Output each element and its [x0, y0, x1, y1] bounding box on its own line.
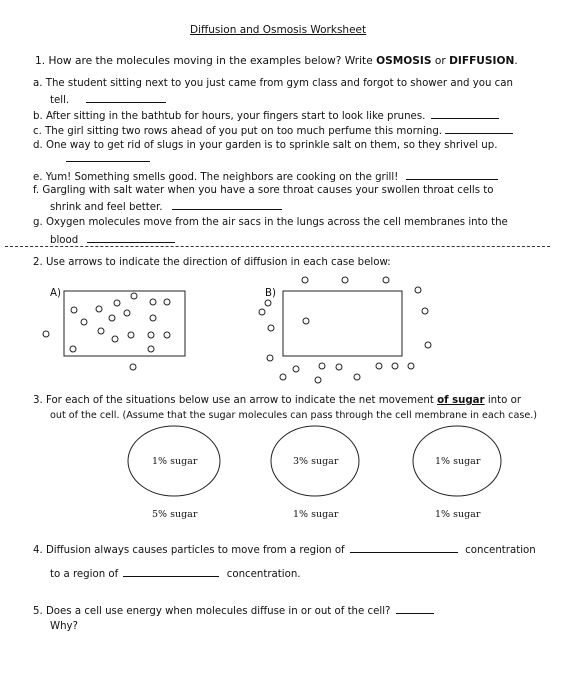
q1-item-g-line1: g. Oxygen molecules move from the air sacs in the lungs across the cell membranes into the: [33, 217, 508, 228]
cell-3-outside-label: 1% sugar: [435, 509, 481, 520]
answer-blank-4a[interactable]: [350, 542, 458, 553]
q1-prompt-text: 1. How are the molecules moving in the examples below? Write: [35, 55, 373, 67]
cell-2-inside-label: 3% sugar: [293, 456, 339, 467]
q1-or: or: [434, 55, 446, 67]
q1-item-e-text: e. Yum! Something smells good. The neighbors are cooking on the grill!: [33, 172, 399, 183]
cell-2-outside-label: 1% sugar: [293, 509, 339, 520]
q4-concentration-1: concentration: [465, 545, 536, 556]
q1-osmosis: OSMOSIS: [376, 55, 432, 67]
question-5-why: Why?: [50, 621, 78, 632]
question-1-prompt: 1. How are the molecules moving in the examples below? Write OSMOSIS or DIFFUSION.: [35, 55, 518, 67]
q1-item-a-text: tell.: [50, 95, 70, 106]
cell-3-inside-label: 1% sugar: [435, 456, 481, 467]
q5-line1-text: 5. Does a cell use energy when molecules diffuse in or out of the cell?: [33, 606, 391, 617]
q4-line2-text: to a region of: [50, 569, 119, 580]
page-title: Diffusion and Osmosis Worksheet: [190, 24, 367, 36]
question-2-prompt: 2. Use arrows to indicate the direction of diffusion in each case below:: [33, 257, 391, 268]
q1-item-d: d. One way to get rid of slugs in your garden is to sprinkle salt on them, so they shrivel up.: [33, 140, 498, 151]
diagram-b-label: B): [265, 288, 276, 299]
question-4-line1: [33, 542, 536, 557]
q3-into-or: into or: [487, 395, 522, 406]
q1-item-a-line1: a. The student sitting next to you just came from gym class and forgot to shower and you can: [33, 78, 513, 89]
question-4-line2: [50, 566, 301, 581]
diagram-a-label: A): [50, 288, 61, 299]
question-3-prompt-line2: out of the cell. (Assume that the sugar molecules can pass through the cell membrane in each case.): [50, 410, 538, 421]
cell-1-outside-label: 5% sugar: [152, 509, 198, 520]
q1-item-f-line1: f. Gargling with salt water when you have a sore throat causes your swollen throat cells to: [33, 185, 494, 196]
q3-of-sugar: of sugar: [437, 395, 485, 406]
cell-1-inside-label: 1% sugar: [152, 456, 198, 467]
answer-blank-5[interactable]: [396, 603, 434, 614]
q3-prompt-text: 3. For each of the situations below use an arrow to indicate the net movement: [33, 395, 434, 406]
question-3-prompt-line1: [33, 394, 521, 407]
q1-item-c-text: c. The girl sitting two rows ahead of you put on too much perfume this morning.: [33, 126, 443, 137]
q1-diffusion: DIFFUSION: [449, 55, 515, 67]
q1-item-f-text: shrink and feel better.: [50, 202, 163, 213]
q4-concentration-2: concentration.: [226, 569, 301, 580]
answer-blank-4b[interactable]: [123, 566, 219, 577]
diagram-a-cell-box: [64, 291, 185, 356]
question-5-line1: [33, 603, 434, 618]
diagram-b-cell-box: [283, 291, 402, 356]
q1-item-g-text: blood: [50, 235, 79, 246]
q4-line1-text: 4. Diffusion always causes particles to move from a region of: [33, 545, 345, 556]
q1-item-b-text: b. After sitting in the bathtub for hours, your fingers start to look like prunes.: [33, 111, 426, 122]
